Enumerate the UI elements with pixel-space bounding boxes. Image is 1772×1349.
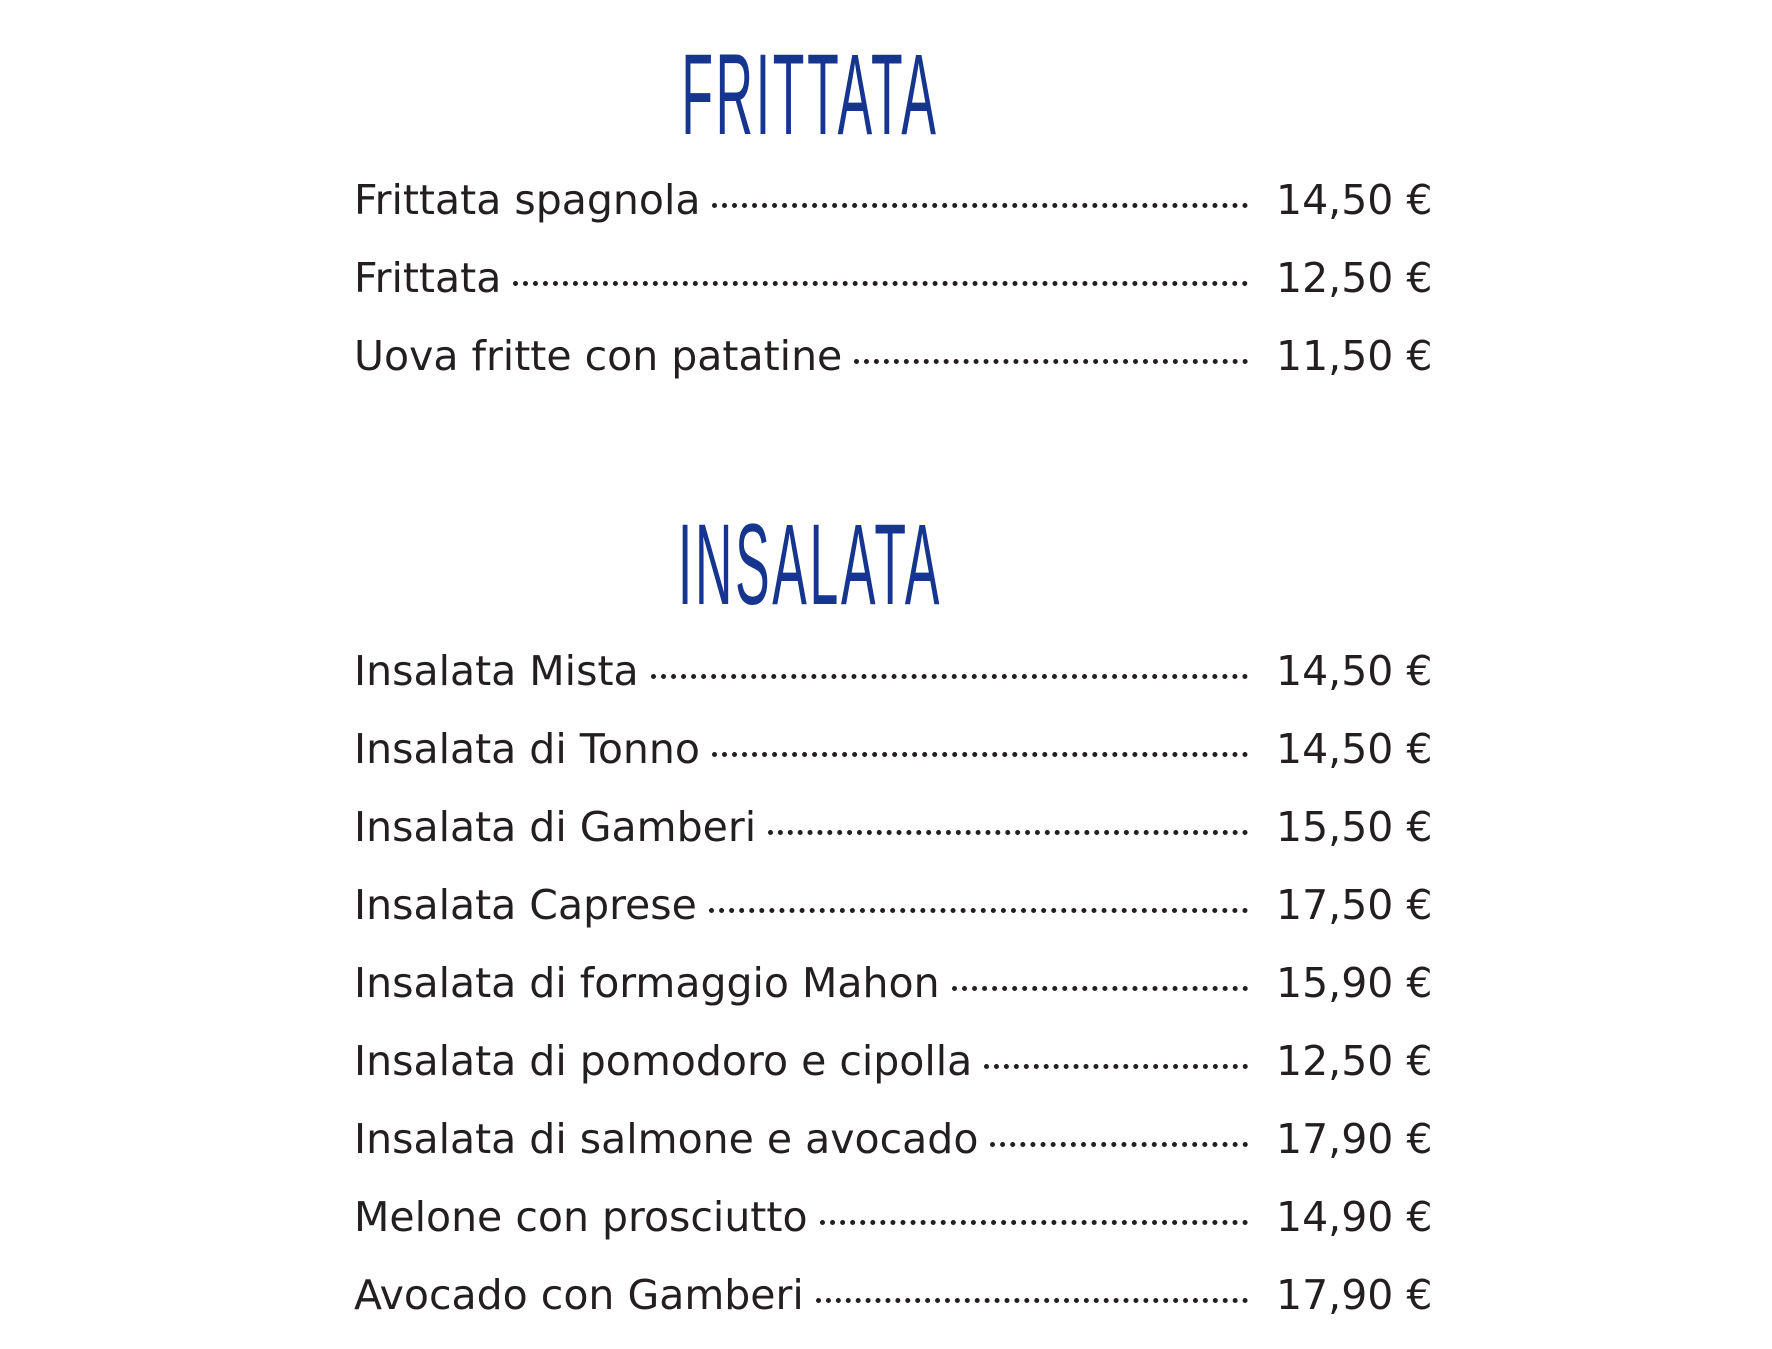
item-name: Avocado con Gamberi bbox=[354, 1271, 804, 1319]
item-price: 15,50 € bbox=[1276, 803, 1433, 851]
item-name: Uova fritte con patatine bbox=[354, 332, 843, 380]
item-price: 14,90 € bbox=[1276, 1193, 1433, 1241]
item-price: 11,50 € bbox=[1276, 332, 1433, 380]
dot-leader bbox=[984, 1064, 1248, 1069]
dot-leader bbox=[651, 674, 1248, 679]
dot-leader bbox=[854, 359, 1248, 364]
menu-list-frittata bbox=[354, 176, 1433, 410]
item-price: 17,90 € bbox=[1276, 1115, 1433, 1163]
menu-item bbox=[354, 1115, 1433, 1193]
item-name: Insalata di salmone e avocado bbox=[354, 1115, 979, 1163]
menu-item bbox=[354, 1037, 1433, 1115]
item-price: 17,50 € bbox=[1276, 881, 1433, 929]
menu-item bbox=[354, 1271, 1433, 1349]
dot-leader bbox=[820, 1220, 1248, 1225]
menu-item bbox=[354, 332, 1433, 410]
menu-item bbox=[354, 1193, 1433, 1271]
menu-item bbox=[354, 803, 1433, 881]
item-name: Insalata Mista bbox=[354, 647, 639, 695]
menu-list-insalata bbox=[354, 647, 1433, 1349]
item-price: 12,50 € bbox=[1276, 1037, 1433, 1085]
item-name: Insalata di Gamberi bbox=[354, 803, 757, 851]
dot-leader bbox=[513, 281, 1248, 286]
section-title-frittata: FRITTATA bbox=[681, 31, 939, 159]
dot-leader bbox=[816, 1298, 1248, 1303]
item-name: Insalata Caprese bbox=[354, 881, 697, 929]
menu-item bbox=[354, 725, 1433, 803]
dot-leader bbox=[712, 752, 1248, 757]
menu-item bbox=[354, 881, 1433, 959]
item-price: 14,50 € bbox=[1276, 176, 1433, 224]
item-price: 14,50 € bbox=[1276, 647, 1433, 695]
menu-item bbox=[354, 959, 1433, 1037]
dot-leader bbox=[712, 203, 1248, 208]
dot-leader bbox=[709, 908, 1248, 913]
item-price: 15,90 € bbox=[1276, 959, 1433, 1007]
menu-item bbox=[354, 647, 1433, 725]
item-name: Insalata di Tonno bbox=[354, 725, 700, 773]
section-title-insalata: INSALATA bbox=[677, 501, 943, 629]
item-name: Frittata spagnola bbox=[354, 176, 701, 224]
item-name: Insalata di pomodoro e cipolla bbox=[354, 1037, 973, 1085]
item-price: 12,50 € bbox=[1276, 254, 1433, 302]
item-price: 14,50 € bbox=[1276, 725, 1433, 773]
menu-item bbox=[354, 176, 1433, 254]
dot-leader bbox=[952, 986, 1248, 991]
dot-leader bbox=[768, 830, 1248, 835]
item-name: Frittata bbox=[354, 254, 502, 302]
item-name: Melone con prosciutto bbox=[354, 1193, 808, 1241]
menu-item bbox=[354, 254, 1433, 332]
dot-leader bbox=[990, 1142, 1248, 1147]
item-name: Insalata di formaggio Mahon bbox=[354, 959, 940, 1007]
item-price: 17,90 € bbox=[1276, 1271, 1433, 1319]
